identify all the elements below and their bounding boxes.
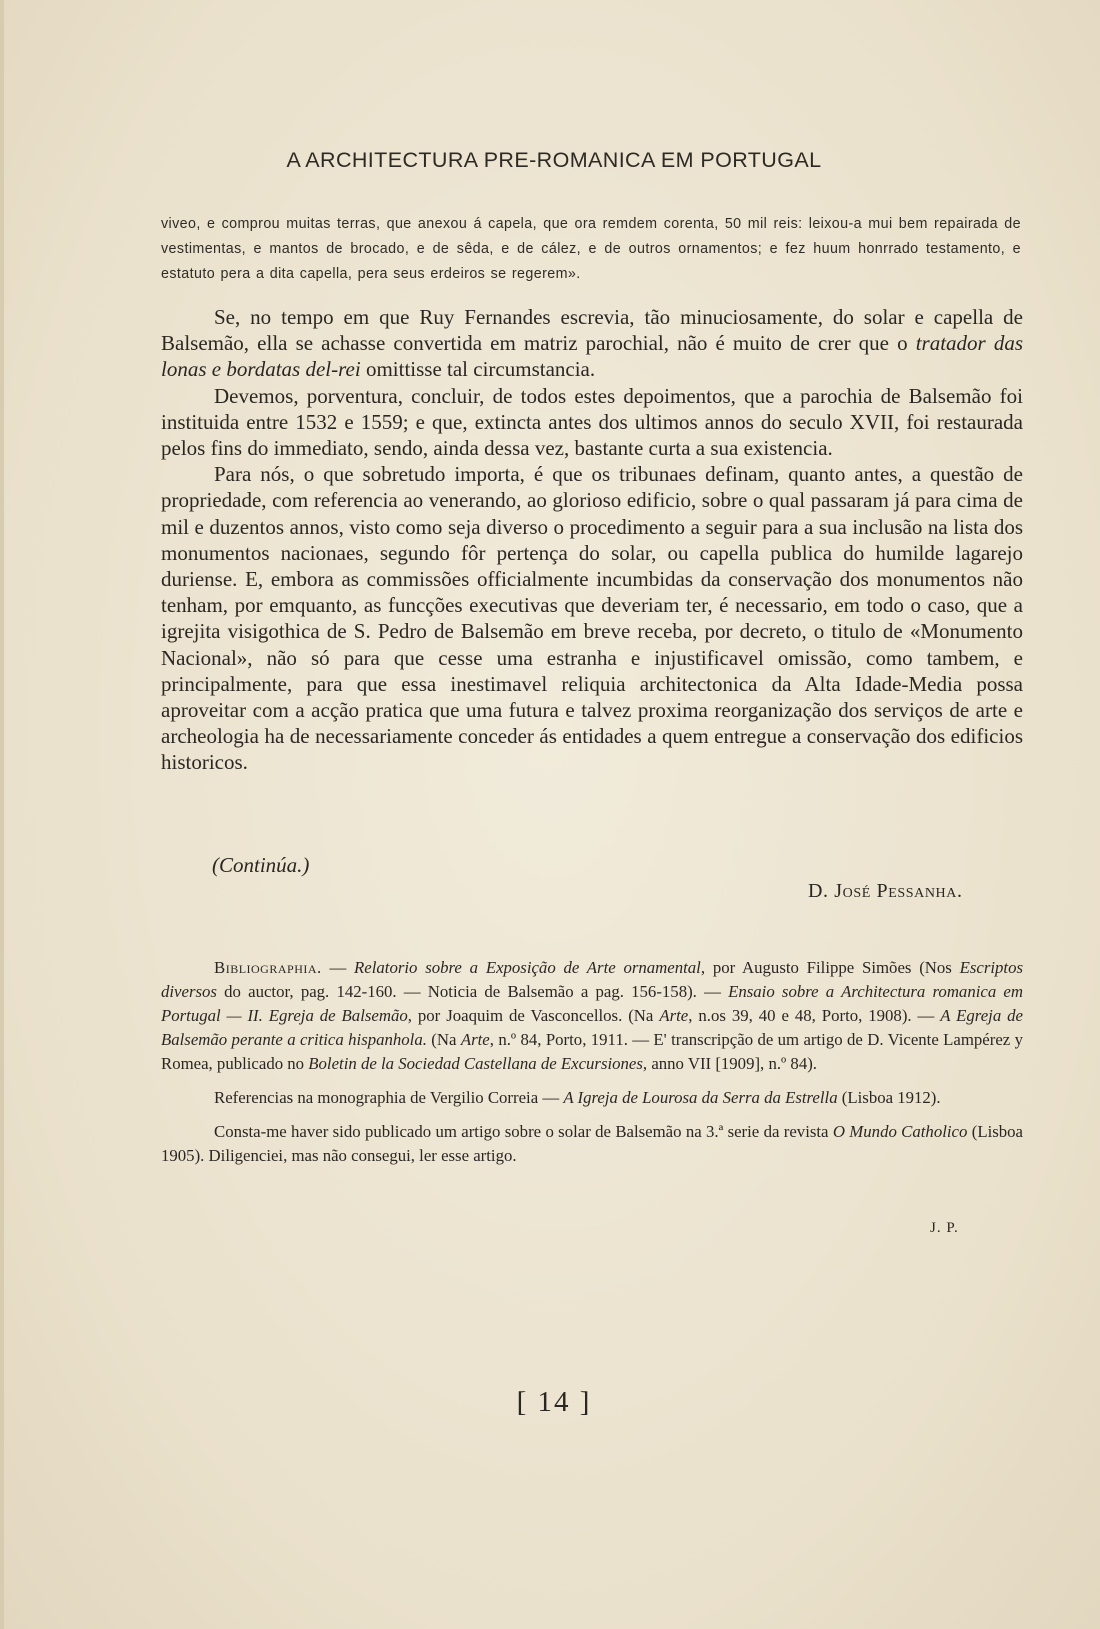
bib-text: — xyxy=(321,958,355,977)
article-body xyxy=(161,304,1023,776)
bib-title: A Egreja de Balsemão perante a critica hispanhola. xyxy=(161,1006,1023,1049)
paragraph-1 xyxy=(161,304,1023,383)
bib-text: , n.os 39, 40 e 48, Porto, 1908). — xyxy=(688,1006,941,1025)
bib-title: Boletin de la Sociedad Castellana de Excursiones xyxy=(308,1054,643,1073)
bibliography-entry-2 xyxy=(161,1086,1023,1110)
bibliography-label: Bibliographia. xyxy=(214,958,322,977)
bib-title: Relatorio sobre a Exposição de Arte ornamental xyxy=(354,958,701,977)
bib-text: (Na xyxy=(426,1030,461,1049)
bib-text: Referencias na monographia de Vergilio Correia — xyxy=(214,1088,564,1107)
author-signature: D. José Pessanha. xyxy=(808,880,963,902)
bib-text: (Lisboa 1905). Diligenciei, mas não consegui, ler esse artigo. xyxy=(161,1122,1023,1165)
bib-title: O Mundo Catholico xyxy=(832,1122,968,1141)
bib-title: A Igreja de Lourosa da Serra da Estrella xyxy=(563,1088,838,1107)
bib-text: Consta-me haver sido publicado um artigo sobre o solar de Balsemão na 3.ª serie da revista xyxy=(214,1122,833,1141)
bib-text: , por Augusto Filippe Simões (Nos xyxy=(700,958,960,977)
paragraph-1-text-a: Se, no tempo em que Ruy Fernandes escrevia, tão minuciosamente, do solar e capella de Balsemão, ella se achasse convertida em matriz parochial, não é muito de crer que o xyxy=(161,305,1023,356)
bib-title: Ensaio sobre a Architectura romanica em Portugal — II. Egreja de Balsemão xyxy=(161,982,1024,1025)
bib-text: , n.º 84, Porto, 1911. — E' transcripção de um artigo de D. Vicente Lampérez y Romea, publicado no xyxy=(161,1030,1023,1073)
paragraph-2: Devemos, porventura, concluir, de todos estes depoimentos, que a parochia de Balsemão foi instituida entre 1532 e 1559; e que, extincta antes dos ultimos annos do seculo XVII, foi restaurada pelos fins do immediato, sendo, ainda dessa vez, bastante curta a sua existencia. xyxy=(161,383,1023,461)
paragraph-1-italic: tratador das lonas e bordatas del-rei xyxy=(161,331,1024,382)
bib-title: Arte xyxy=(460,1030,490,1049)
paragraph-1-text-b: omittisse tal circumstancia. xyxy=(360,357,596,382)
bib-text: , por Joaquim de Vasconcellos. (Na xyxy=(407,1006,660,1025)
bib-title: Escriptos diversos xyxy=(161,958,1023,1001)
bibliography xyxy=(161,956,1023,1178)
note-initials: J. P. xyxy=(930,1220,959,1236)
bib-text: (Lisboa 1912). xyxy=(837,1088,941,1107)
page-number: [ 14 ] xyxy=(516,1386,592,1418)
bibliography-entry-3 xyxy=(161,1120,1023,1168)
bibliography-entry-1 xyxy=(161,956,1023,1076)
bib-text: do auctor, pag. 142-160. — Noticia de Balsemão a pag. 156-158). — xyxy=(216,982,729,1001)
paragraph-3: Para nós, o que sobretudo importa, é que os tribunaes definam, quanto antes, a questão de propriedade, com referencia ao venerando, ao glorioso edificio, sobre o qual passaram já para cima de mil e duzentos annos, visto como seja diverso o procedimento a seguir para a sua inclusão na lista dos monumentos nacionaes, segundo fôr pertença do solar, ou capella publica do humilde lagarejo duriense. E, embora as commissões officialmente incumbidas da conservação dos monumentos não tenham, por emquanto, as funcções executivas que deveriam ter, é necessario, em todo o caso, que a igrejita visigothica de S. Pedro de Balsemão em breve receba, por decreto, o titulo de «Monumento Nacional», não só para que cesse uma estranha e injustificavel omissão, como tambem, e principalmente, para que essa inestimavel reliquia architectonica da Alta Idade-Media possa aproveitar com a acção pratica que uma futura e talvez proxima reorganização dos serviços de arte e archeologia ha de necessariamente conceder ás entidades a quem entregue a conservação dos edificios historicos. xyxy=(161,462,1023,775)
quoted-passage: viveo, e comprou muitas terras, que anexou á capela, que ora remdem corenta, 50 mil reis: leixou-a mui bem repairada de vestimentas, e mantos de brocado, e de sêda, e de cález, e de outros ornamentos; e fez huum honrrado testamento, e estatuto pera a dita capella, pera seus erdeiros se regerem». xyxy=(161,216,1021,282)
bib-text: , anno VII [1909], n.º 84). xyxy=(642,1054,817,1073)
running-title: A ARCHITECTURA PRE-ROMANICA EM PORTUGAL xyxy=(286,148,822,172)
continua-note: (Continúa.) xyxy=(212,853,310,877)
bib-title: Arte xyxy=(659,1006,689,1025)
